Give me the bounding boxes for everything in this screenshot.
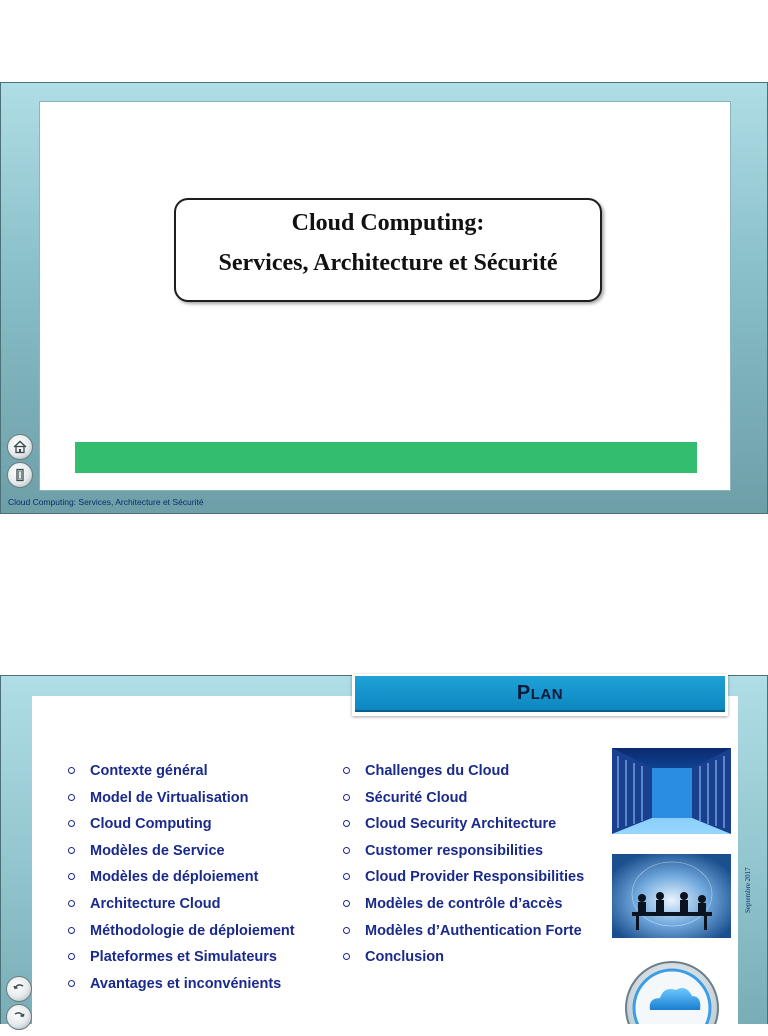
list-item: Modèles de déploiement [68,867,295,894]
plan-title [516,682,564,704]
home-icon [13,440,27,454]
accent-bar [75,442,697,473]
slide-title-line-1: Cloud Computing: [291,210,485,236]
plan-title-rest: LAN [530,686,564,703]
back-button[interactable] [6,976,32,1002]
slide-content-panel [39,101,731,491]
plan-header-bar [355,676,725,712]
list-item: Modèles d’Authentication Forte [343,921,584,948]
forward-button[interactable] [6,1004,32,1030]
list-item: Model de Virtualisation [68,788,295,815]
list-item: Méthodologie de déploiement [68,921,295,948]
exit-button[interactable] [7,462,33,488]
forward-arrow-icon [12,1010,26,1024]
slide-footer: Cloud Computing: Services, Architecture et Sécurité [8,497,204,507]
list-item: Sécurité Cloud [343,788,584,815]
server-room-image [612,748,731,834]
plan-header [352,674,728,716]
list-item: Customer responsibilities [343,841,584,868]
title-slide [0,82,768,514]
list-item: Architecture Cloud [68,894,295,921]
plan-list-right [343,761,584,974]
cloud-icon [620,958,724,1024]
list-item: Cloud Provider Responsibilities [343,867,584,894]
business-meeting-silhouette-image [612,854,731,938]
list-item: Challenges du Cloud [343,761,584,788]
list-item: Avantages et inconvénients [68,974,295,1001]
back-arrow-icon [12,982,26,996]
date-label: Septembre 2017 [744,867,752,913]
plan-title-initial: P [516,682,531,704]
plan-list-left [68,761,295,1000]
list-item: Modèles de Service [68,841,295,868]
list-item: Conclusion [343,947,584,974]
list-item: Modèles de contrôle d’accès [343,894,584,921]
list-item: Cloud Computing [68,814,295,841]
slide-title-line-2: Services, Architecture et Sécurité [218,250,558,276]
exit-door-icon [13,468,27,482]
list-item: Contexte général [68,761,295,788]
home-button[interactable] [7,434,33,460]
list-item: Cloud Security Architecture [343,814,584,841]
title-box [174,198,602,302]
list-item: Plateformes et Simulateurs [68,947,295,974]
